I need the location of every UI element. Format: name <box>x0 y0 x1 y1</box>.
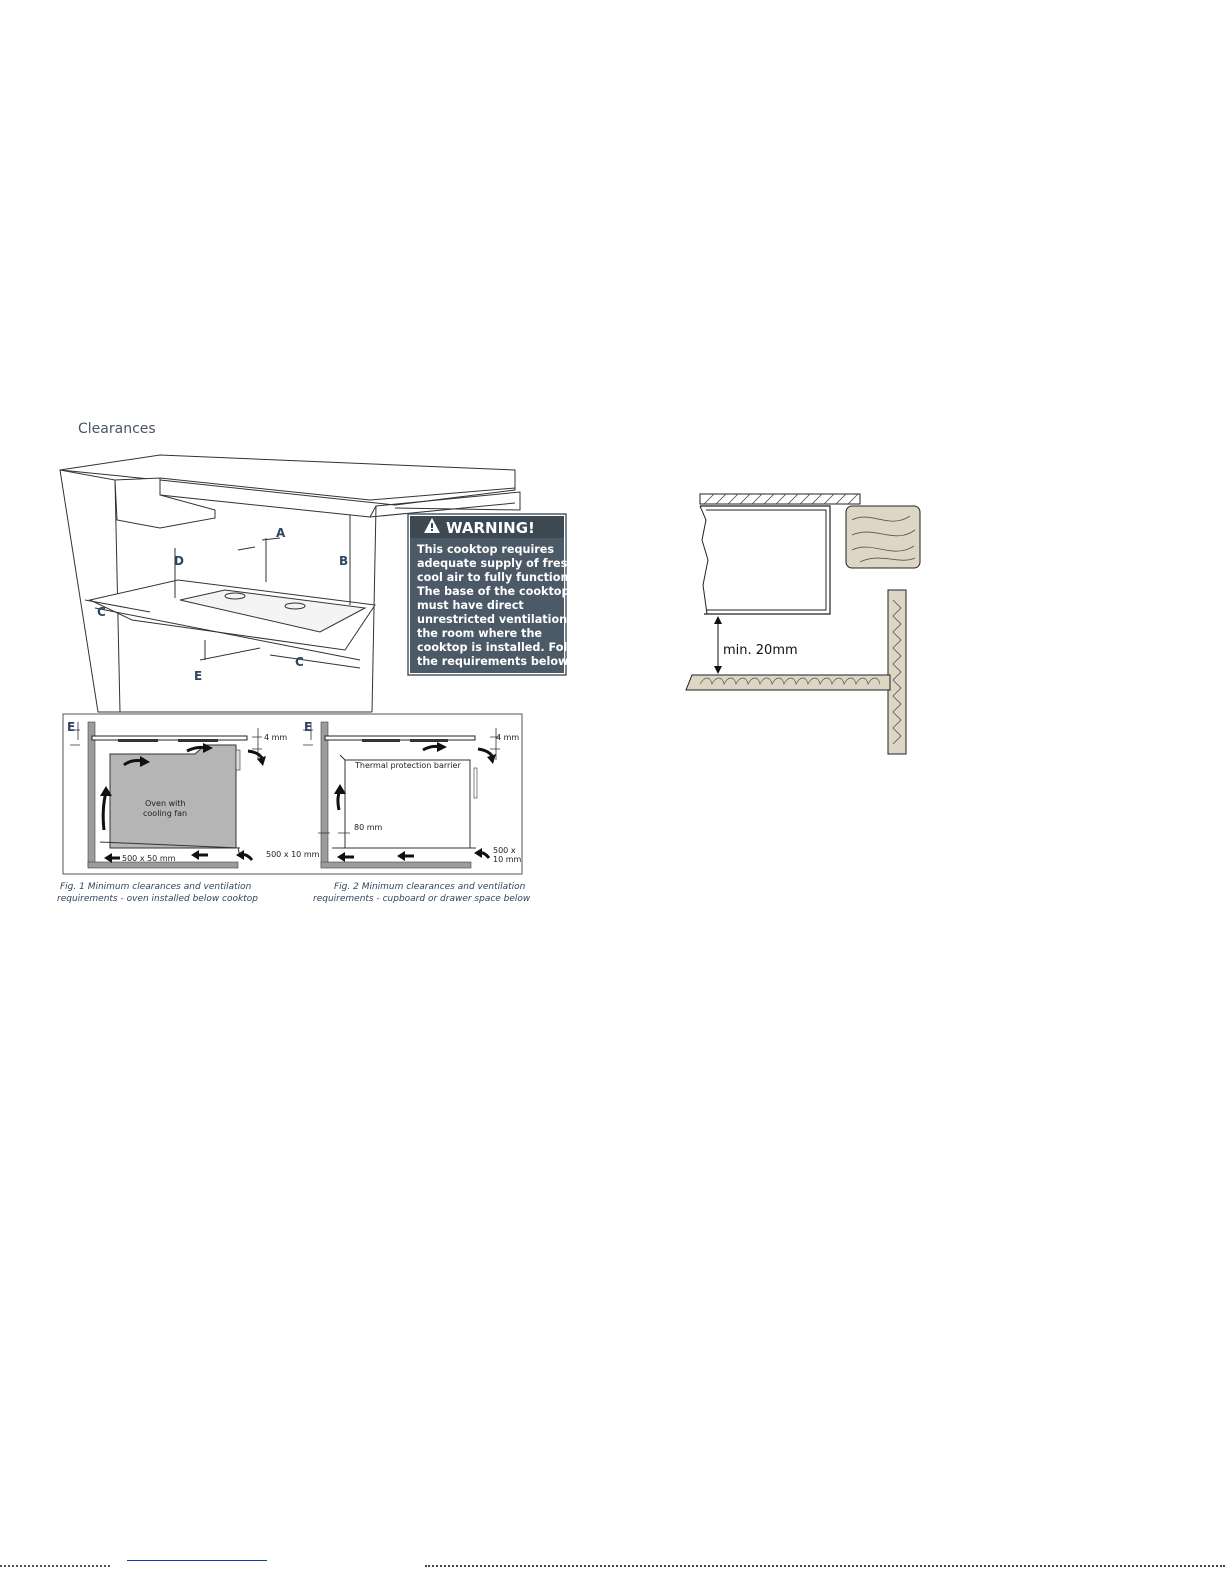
countertop-section <box>686 494 920 754</box>
section-heading: Clearances <box>78 421 156 437</box>
warning-line-9: the requirements below. <box>417 655 572 668</box>
fig2-barrier-label: Thermal protection barrier <box>355 761 461 770</box>
warning-line-4: The base of the cooktop <box>417 585 570 598</box>
warning-line-2: adequate supply of fresh, <box>417 557 580 570</box>
fig2-caption-line2: requirements - cupboard or drawer space below <box>313 894 531 904</box>
dimension-c-left: C <box>97 605 106 619</box>
warning-line-7: the room where the <box>417 627 543 640</box>
fig1-oven-label-line1: Oven with <box>145 799 186 808</box>
fig2-side-opening-line2: 10 mm <box>493 855 522 864</box>
fig2-caption-line1: Fig. 2 Minimum clearances and ventilation <box>334 882 526 892</box>
fig1-side-opening: 500 x 10 mm <box>266 850 320 859</box>
footer-rule-right <box>425 1565 1225 1567</box>
warning-line-5: must have direct <box>417 599 524 612</box>
fig1-caption-line2: requirements - oven installed below cooktop <box>57 894 258 904</box>
footer-link-underline <box>127 1554 267 1561</box>
fig1-dimension-e: E <box>67 720 76 734</box>
fig2-side-opening-line1: 500 x <box>493 846 516 855</box>
warning-box <box>408 514 589 675</box>
warning-line-1: This cooktop requires <box>417 543 555 556</box>
footer-rule-left <box>0 1565 110 1567</box>
dimension-d: D <box>174 554 184 568</box>
dimension-a: A <box>276 526 286 540</box>
fig1-oven-label-line2: cooling fan <box>143 809 188 818</box>
fig2-gap-label: 4 mm <box>496 733 520 742</box>
warning-line-3: cool air to fully function. <box>417 571 573 584</box>
dimension-b: B <box>339 554 349 568</box>
fig2-dimension-e: E <box>304 720 313 734</box>
fig2-depth-label: 80 mm <box>354 823 383 832</box>
warning-title: WARNING! <box>446 519 535 537</box>
warning-line-8: cooktop is installed. Follow <box>417 641 590 654</box>
warning-line-6: unrestricted ventilation to <box>417 613 585 626</box>
fig1-gap-label: 4 mm <box>264 733 288 742</box>
dimension-c-right: C <box>295 655 304 669</box>
fig1-bottom-opening: 500 x 50 mm <box>122 854 176 863</box>
min-gap-label: min. 20mm <box>723 643 798 658</box>
dimension-e: E <box>194 669 203 683</box>
fig1-caption-line1: Fig. 1 Minimum clearances and ventilation <box>60 882 252 892</box>
